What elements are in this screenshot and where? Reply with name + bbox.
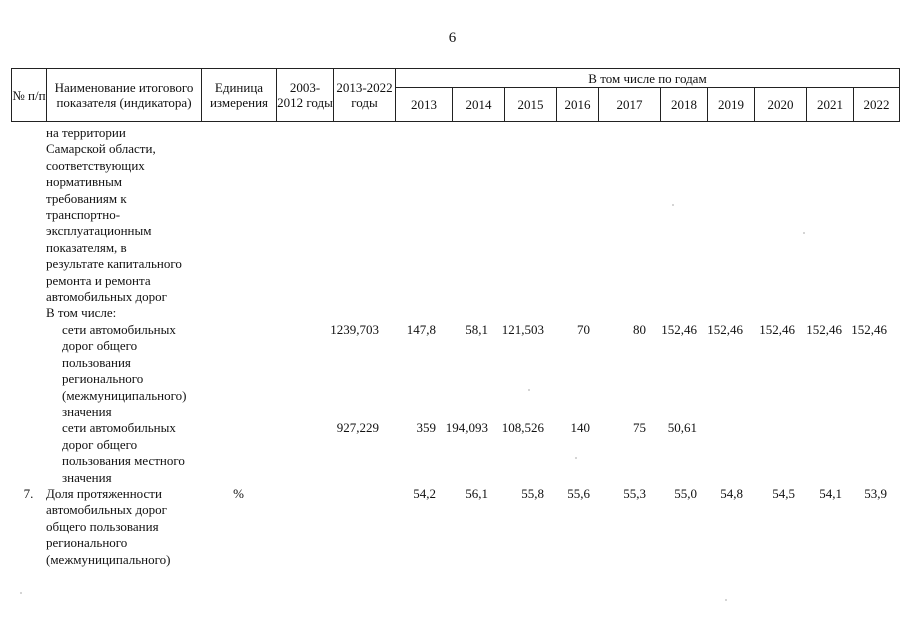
value-cell: 55,0 <box>674 485 697 501</box>
name-line: результате капитального <box>46 256 182 272</box>
value-cell: 194,093 <box>445 420 488 436</box>
value-cell: 56,1 <box>465 485 488 501</box>
name-line: регионального <box>46 535 128 551</box>
header-period-2013-2022: 2013-2022 годы <box>334 69 396 122</box>
name-line: (межмуниципального) <box>46 551 171 567</box>
unit-percent: % <box>233 485 244 501</box>
header-year: 2020 <box>755 88 807 122</box>
header-period-2003-2012: 2003-2012 годы <box>277 69 334 122</box>
scan-speck <box>575 457 577 459</box>
table-row-regional-roads <box>11 322 891 420</box>
header-year: 2017 <box>599 88 661 122</box>
value-cell: 121,503 <box>501 321 544 337</box>
value-cell: 152,46 <box>661 321 697 337</box>
value-cell: 147,8 <box>406 321 436 337</box>
value-cell: 359 <box>416 420 436 436</box>
scan-speck <box>803 232 805 234</box>
value-total: 927,229 <box>336 420 379 436</box>
header-year: 2021 <box>807 88 854 122</box>
value-cell: 53,9 <box>864 485 887 501</box>
name-line: ремонта и ремонта <box>46 272 151 288</box>
name-line: транспортно- <box>46 207 121 223</box>
value-cell: 54,5 <box>772 485 795 501</box>
value-cell: 58,1 <box>465 321 488 337</box>
header-year: 2013 <box>396 88 453 122</box>
name-line: соответствующих <box>46 157 145 173</box>
name-line: дорог общего <box>62 338 138 354</box>
value-cell: 54,2 <box>413 485 436 501</box>
name-line: требованиям к <box>46 190 127 206</box>
scan-speck <box>20 592 22 594</box>
name-line: В том числе: <box>46 305 117 321</box>
value-cell: 55,6 <box>567 485 590 501</box>
value-cell: 140 <box>570 420 590 436</box>
row-number: 7. <box>23 485 34 501</box>
page-number: 6 <box>448 30 457 46</box>
name-line: Самарской области, <box>46 141 156 157</box>
table-row-7 <box>11 486 891 568</box>
name-line: Доля протяженности <box>46 485 162 501</box>
header-num: № п/п <box>12 69 47 122</box>
value-cell: 55,8 <box>521 485 544 501</box>
name-line: автомобильных дорог <box>46 502 167 518</box>
value-cell: 75 <box>633 420 646 436</box>
name-line: значения <box>62 469 112 485</box>
value-cell: 54,1 <box>819 485 842 501</box>
value-cell: 152,46 <box>806 321 842 337</box>
value-cell: 50,61 <box>667 420 697 436</box>
indicator-name-row7 <box>46 486 201 568</box>
name-line: нормативным <box>46 174 123 190</box>
header-year: 2022 <box>854 88 900 122</box>
name-line: регионального <box>62 371 144 387</box>
table-body <box>11 125 891 568</box>
header-year: 2015 <box>505 88 557 122</box>
header-year: 2019 <box>708 88 755 122</box>
header-unit: Единица измерения <box>202 69 277 122</box>
header-year: 2016 <box>557 88 599 122</box>
header-year: 2018 <box>661 88 708 122</box>
value-cell: 152,46 <box>851 321 887 337</box>
name-line: сети автомобильных <box>62 321 176 337</box>
indicator-name-local <box>46 420 201 486</box>
value-cell: 55,3 <box>623 485 646 501</box>
name-line: на территории <box>46 125 126 140</box>
name-line: значения <box>62 403 112 419</box>
value-cell: 70 <box>577 321 590 337</box>
name-line: сети автомобильных <box>62 420 176 436</box>
table-row-local-roads <box>11 420 891 486</box>
header-year: 2014 <box>453 88 505 122</box>
name-line: общего пользования <box>46 518 159 534</box>
name-line: дорог общего <box>62 436 138 452</box>
table-row-continuation <box>11 125 891 322</box>
scan-speck <box>528 389 530 391</box>
name-line: пользования местного <box>62 453 185 469</box>
name-line: автомобильных дорог <box>46 289 167 305</box>
name-line: эксплуатационным <box>46 223 152 239</box>
name-line: пользования <box>62 354 131 370</box>
value-cell: 108,526 <box>501 420 544 436</box>
scan-speck <box>672 204 674 206</box>
scan-speck <box>725 599 727 601</box>
table-header <box>11 68 900 122</box>
value-cell: 54,8 <box>720 485 743 501</box>
header-name: Наименование итогового показателя (индикатора) <box>47 69 202 122</box>
value-cell: 152,46 <box>707 321 743 337</box>
indicator-name-regional <box>46 322 201 420</box>
indicator-name-continuation <box>46 125 201 322</box>
name-line: показателям, в <box>46 239 127 255</box>
name-line: (межмуниципального) <box>62 387 187 403</box>
header-years-group: В том числе по годам <box>396 69 900 88</box>
value-cell: 152,46 <box>759 321 795 337</box>
value-cell: 80 <box>633 321 646 337</box>
value-total: 1239,703 <box>330 321 379 337</box>
